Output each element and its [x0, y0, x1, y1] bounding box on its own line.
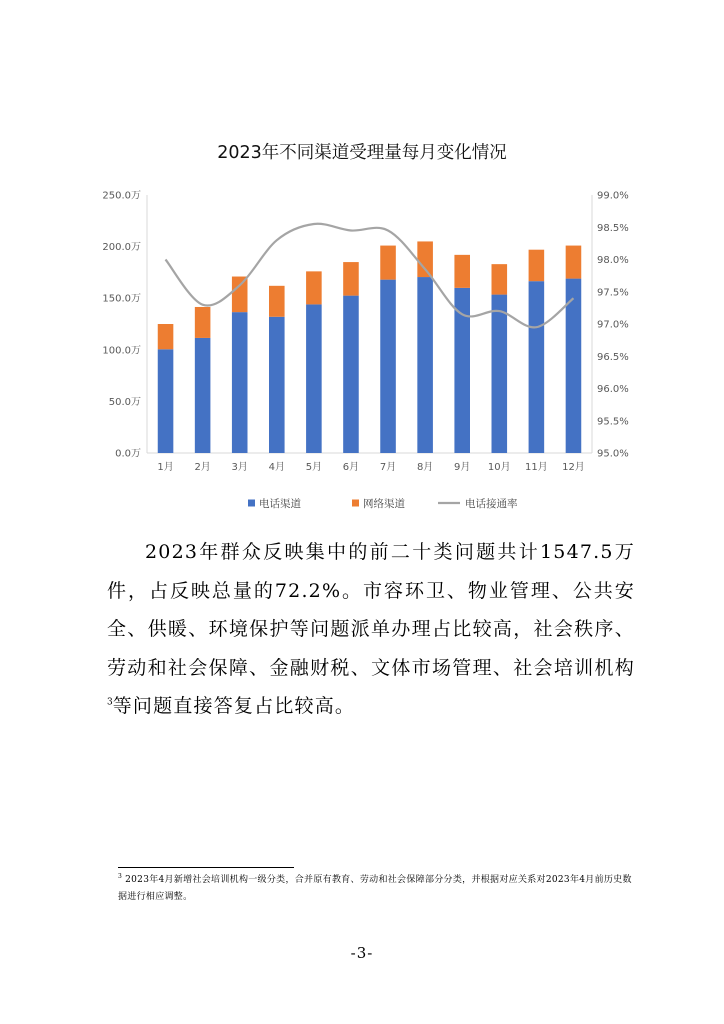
y-right-tick-label: 97.5%	[597, 287, 629, 299]
bar-web-3	[232, 277, 248, 313]
body-paragraph	[107, 533, 635, 726]
y-left-tick-label: 50.0万	[108, 396, 141, 408]
bar-phone-1	[158, 349, 174, 453]
footnote-mark: 3	[118, 873, 123, 880]
legend-label: 网络渠道	[363, 498, 405, 510]
legend-swatch-web	[352, 500, 359, 507]
x-tick-label: 6月	[342, 462, 360, 473]
bar-web-10	[492, 264, 508, 294]
bar-web-4	[269, 286, 285, 317]
legend-label: 电话接通率	[465, 498, 518, 510]
legend-label: 电话渠道	[259, 498, 301, 510]
bar-web-8	[417, 241, 433, 277]
footnote-divider	[118, 867, 294, 868]
bar-phone-8	[417, 277, 433, 453]
y-right-tick-label: 96.5%	[597, 351, 629, 363]
body-text-tail: 等问题直接答复占比较高。	[112, 695, 356, 717]
bar-phone-6	[343, 296, 359, 453]
x-tick-label: 1月	[157, 462, 174, 473]
legend-swatch-phone	[248, 500, 255, 507]
bar-web-1	[158, 324, 174, 349]
body-text-main: 2023年群众反映集中的前二十类问题共计1547.5万件，占反映总量的72.2%。市容环卫、物业管理、公共安全、供暖、环境保护等问题派单办理占比较高，社会秩序、劳动和社会保障、金融财税、文体市场管理、社会培训机构	[107, 541, 635, 679]
x-tick-label: 5月	[305, 462, 323, 473]
chart-title: 2023年不同渠道受理量每月变化情况	[217, 143, 507, 163]
y-right-tick-label: 96.0%	[597, 384, 629, 395]
x-tick-label: 3月	[231, 462, 248, 473]
y-right-tick-label: 99.0%	[597, 190, 629, 202]
bar-phone-3	[232, 312, 248, 453]
bar-web-7	[380, 246, 396, 280]
bar-phone-10	[492, 295, 508, 453]
x-tick-label: 12月	[562, 462, 585, 473]
y-left-tick-label: 250.0万	[102, 190, 141, 202]
bar-phone-11	[529, 281, 545, 453]
y-left-tick-label: 0.0万	[115, 448, 141, 460]
x-tick-label: 8月	[416, 462, 434, 473]
bar-web-2	[195, 307, 211, 338]
bar-phone-2	[195, 338, 211, 453]
y-left-tick-label: 150.0万	[102, 293, 141, 305]
x-tick-label: 9月	[454, 462, 471, 473]
y-left-tick-label: 200.0万	[102, 242, 141, 254]
x-tick-label: 2月	[194, 462, 211, 473]
y-right-tick-label: 95.5%	[597, 416, 629, 428]
bar-phone-4	[269, 317, 285, 453]
page-number: -3-	[350, 944, 374, 962]
footnote-reference[interactable]: 3	[107, 697, 113, 708]
x-tick-label: 10月	[487, 462, 511, 473]
bar-web-12	[566, 246, 582, 279]
bar-web-11	[529, 250, 545, 281]
bar-phone-7	[380, 280, 396, 453]
footnote-text: 2023年4月新增社会培训机构一级分类，合并原有教育、劳动和社会保障部分分类，并根据对应关系对2023年4月前历史数据进行相应调整。	[118, 875, 632, 902]
bar-web-9	[454, 255, 470, 288]
y-right-tick-label: 97.0%	[597, 319, 629, 331]
x-tick-label: 4月	[268, 462, 285, 473]
bar-web-5	[306, 271, 322, 304]
y-left-tick-label: 100.0万	[102, 345, 141, 357]
y-right-tick-label: 98.5%	[597, 222, 629, 234]
footnote	[118, 872, 638, 906]
x-tick-label: 7月	[379, 462, 397, 473]
bar-phone-5	[306, 304, 322, 453]
y-right-tick-label: 98.0%	[597, 255, 629, 266]
y-right-tick-label: 95.0%	[597, 448, 629, 460]
x-tick-label: 11月	[525, 462, 548, 473]
line-connect-rate	[166, 224, 574, 328]
bar-phone-9	[454, 288, 470, 453]
bar-web-6	[343, 262, 359, 296]
